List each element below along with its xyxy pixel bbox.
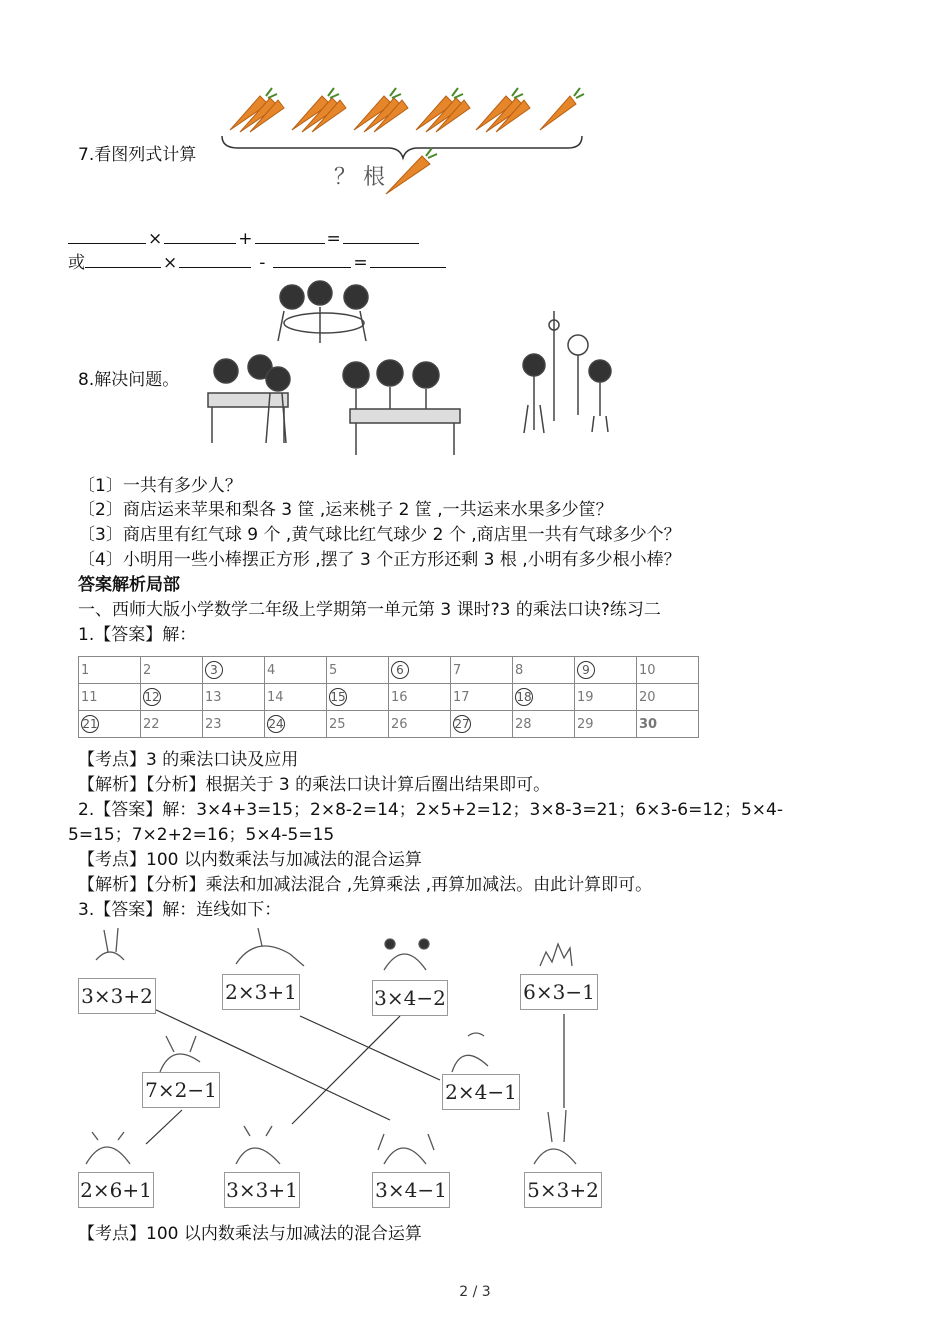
carrot-illustration	[218, 82, 588, 202]
grid-cell: 28	[515, 716, 532, 732]
expr-card: 2×6+1	[78, 1172, 154, 1208]
grid-row	[79, 657, 699, 684]
grid-cell: 25	[329, 716, 346, 732]
grid-cell: 20	[639, 689, 656, 705]
answer-2-line-2: 5=15；7×2+2=16；5×4-5=15	[68, 825, 335, 845]
q8-item-2: 〔2〕商店运来苹果和梨各 3 筐 ,运来桃子 2 筐 ,一共运来水果多少筐？	[78, 500, 613, 520]
children-illustration	[190, 275, 630, 455]
grid-cell: 22	[143, 716, 160, 732]
q8-item-1: 〔1〕一共有多少人？	[78, 476, 242, 496]
panda-icon	[384, 954, 426, 970]
grid-cell: 13	[205, 689, 222, 705]
blank-field[interactable]	[343, 227, 419, 244]
brace	[222, 136, 582, 158]
grid-cell-circled: 24	[268, 717, 284, 731]
q7-title: 7.看图列式计算	[78, 145, 197, 165]
grid-cell-circled: 6	[391, 661, 409, 679]
rabbit-icon	[534, 1110, 576, 1164]
grid-cell: 30	[639, 716, 658, 732]
blank-field[interactable]	[179, 251, 251, 268]
grid-cell-circled: 15	[330, 690, 346, 704]
answer-2-line-1: 2.【答案】解：3×4+3=15；2×8-2=14；2×5+2=12；3×8-3=21；6×3-6=12；5×4-	[78, 800, 783, 820]
donkey-icon	[236, 928, 304, 966]
expr-card: 7×2−1	[142, 1072, 220, 1108]
grid-cell-circled: 3	[205, 661, 223, 679]
grid-cell-circled: 12	[144, 690, 160, 704]
grid-cell: 1	[81, 662, 90, 678]
answer-1-label: 1.【答案】解：	[78, 625, 197, 645]
expr-card: 3×4−2	[372, 980, 448, 1016]
q7-question-label: ？ 根	[334, 165, 385, 190]
grid-cell: 7	[453, 662, 462, 678]
answer-3-label: 3.【答案】解：连线如下：	[78, 900, 282, 920]
match-line	[146, 1110, 182, 1144]
grid-cell: 11	[81, 689, 98, 705]
match-line	[300, 1016, 440, 1080]
expr-card: 2×3+1	[222, 974, 300, 1010]
blank-field[interactable]	[85, 251, 161, 268]
grid-cell: 17	[453, 689, 470, 705]
grid-cell: 29	[577, 716, 594, 732]
carrot-icon	[386, 156, 430, 194]
grid-cell: 19	[577, 689, 594, 705]
rabbit-icon	[96, 928, 124, 960]
q7-equation-1: × + =	[68, 227, 419, 251]
blank-field[interactable]	[68, 227, 146, 244]
answer-1-jiexi: 【解析】【分析】根据关于 3 的乘法口诀计算后圈出结果即可。	[78, 775, 551, 795]
carrot-icon	[230, 96, 576, 132]
expr-card: 3×3+1	[224, 1172, 300, 1208]
answer-2-jiexi: 【解析】【分析】乘法和加减法混合 ,先算乘法 ,再算加减法。由此计算即可。	[78, 875, 653, 895]
grid-cell: 16	[391, 689, 408, 705]
expr-card: 5×3+2	[524, 1172, 602, 1208]
expr-card: 2×4−1	[442, 1074, 520, 1110]
boy-icon	[452, 1033, 488, 1072]
blank-field[interactable]	[370, 251, 446, 268]
expr-card: 3×3+2	[78, 978, 156, 1014]
grid-cell-circled: 27	[454, 717, 470, 731]
grid-cell: 4	[267, 662, 276, 678]
match-line	[292, 1016, 400, 1124]
grid-cell-circled: 18	[516, 690, 532, 704]
expr-card: 3×4−1	[372, 1172, 450, 1208]
answers-heading: 答案解析局部	[78, 575, 180, 595]
grid-cell: 10	[639, 662, 656, 678]
answer-3-kaodian: 【考点】100 以内数乘法与加减法的混合运算	[78, 1224, 422, 1244]
blank-field[interactable]	[273, 251, 351, 268]
grid-cell: 23	[205, 716, 222, 732]
q7-equation-2: 或 × - =	[68, 251, 446, 275]
grid-cell: 2	[143, 662, 152, 678]
grid-cell: 26	[391, 716, 408, 732]
fox-icon	[160, 1036, 200, 1072]
blank-field[interactable]	[255, 227, 325, 244]
answers-section-title: 一、西师大版小学数学二年级上学期第一单元第 3 课时?3 的乘法口诀?练习二	[78, 600, 661, 620]
grid-row	[79, 684, 699, 711]
q8-title: 8.解决问题。	[78, 370, 180, 390]
answer-2-kaodian: 【考点】100 以内数乘法与加减法的混合运算	[78, 850, 422, 870]
grid-cell: 8	[515, 662, 524, 678]
expr-card: 6×3−1	[520, 974, 598, 1010]
blank-field[interactable]	[164, 227, 236, 244]
number-grid	[78, 656, 699, 738]
grid-cell: 5	[329, 662, 338, 678]
q8-item-3: 〔3〕商店里有红气球 9 个 ,黄气球比红气球少 2 个 ,商店里一共有气球多少个？	[78, 525, 681, 545]
bear-icon	[86, 1132, 130, 1164]
grid-row	[79, 711, 699, 738]
goat-icon	[236, 1126, 280, 1164]
grid-cell-circled: 9	[577, 661, 595, 679]
grid-cell-circled: 21	[82, 717, 98, 731]
panda-ear-icon	[385, 939, 395, 949]
answer-1-kaodian: 【考点】3 的乘法口诀及应用	[78, 750, 299, 770]
q8-item-4: 〔4〕小明用一些小棒摆正方形 ,摆了 3 个正方形还剩 3 根 ,小明有多少根小棒？	[78, 550, 681, 570]
grid-cell: 14	[267, 689, 284, 705]
page-number: 2 / 3	[459, 1284, 491, 1300]
hedgehog-icon	[540, 944, 572, 966]
dog-icon	[378, 1134, 434, 1164]
